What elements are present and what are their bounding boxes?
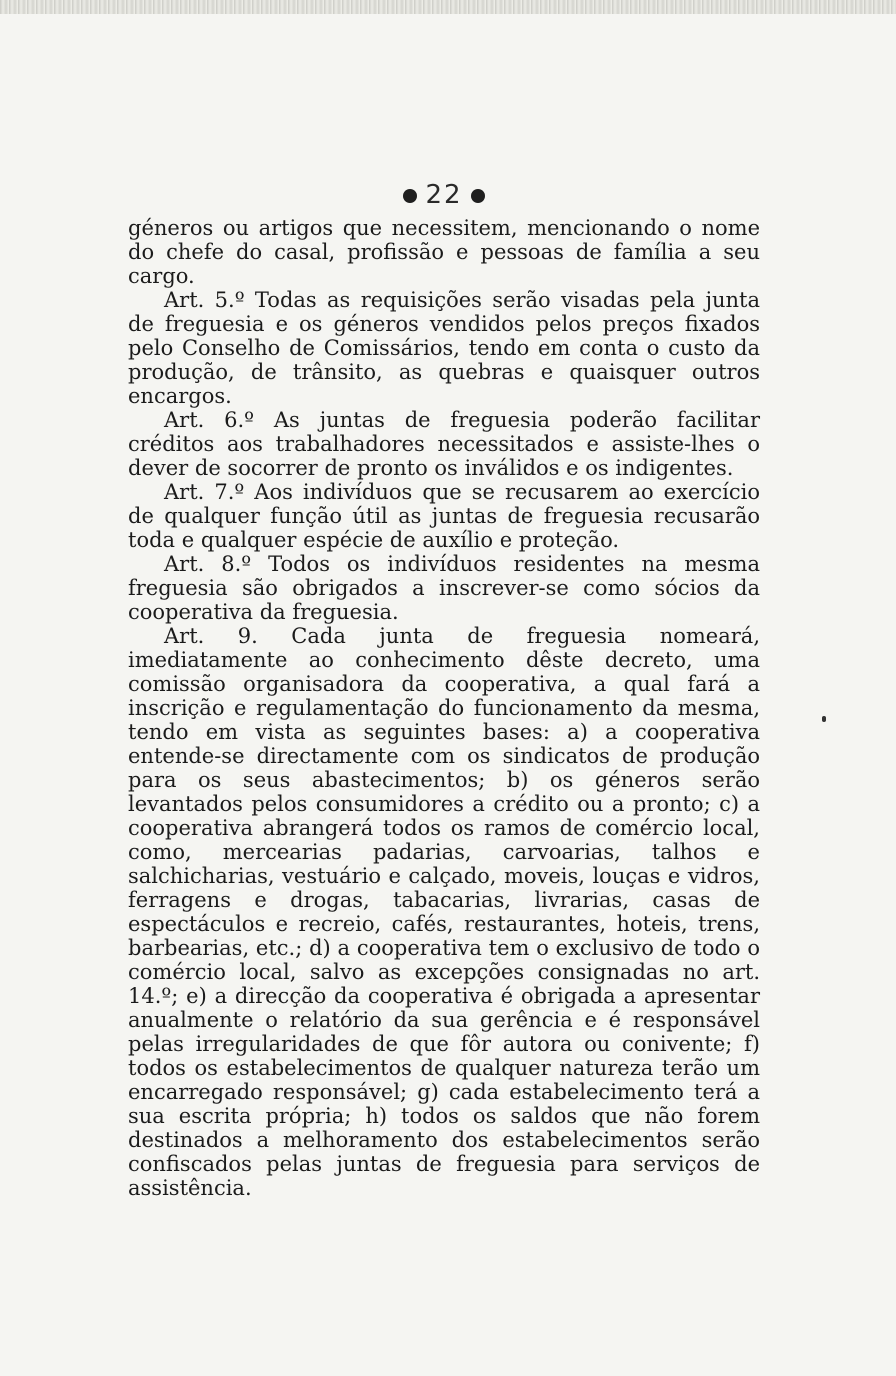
scan-speck: [822, 716, 826, 722]
bullet-right-icon: [471, 189, 485, 203]
paragraph-art-8: Art. 8.º Todos os indivíduos residentes na mesma freguesia são obrigados a inscrever-se como sócios da cooperativa da freguesia.: [128, 552, 760, 624]
paragraph-art-5: Art. 5.º Todas as requisições serão visadas pela junta de freguesia e os géneros vendidos pelos preços fixados pelo Conselho de Comissários, tendo em conta o custo da produção, de trânsito, as quebras e quaisquer outros encargos.: [128, 288, 760, 408]
paragraph-art-7: Art. 7.º Aos indivíduos que se recusarem ao exercício de qualquer função útil as juntas de freguesia recusarão toda e qualquer espécie de auxílio e proteção.: [128, 480, 760, 552]
paragraph-continuation: géneros ou artigos que necessitem, mencionando o nome do chefe do casal, profissão e pessoas de família a seu cargo.: [128, 216, 760, 288]
paragraph-art-9: Art. 9. Cada junta de freguesia nomeará, imediatamente ao conhecimento dêste decreto, uma comissão organisadora da cooperativa, a qual fará a inscrição e regulamentação do funcionamento da mesma, tendo em vista as seguintes bases: a) a cooperativa entende-se directamente com os sindicatos de produção para os seus abastecimentos; b) os géneros serão levantados pelos consumidores a crédito ou a pronto; c) a cooperativa abrangerá todos os ramos de comércio local, como, mercearias padarias, carvoarias, talhos e salchicharias, vestuário e calçado, moveis, louças e vidros, ferragens e drogas, tabacarias, livrarias, casas de espectáculos e recreio, cafés, restaurantes, hoteis, trens, barbearias, etc.; d) a cooperativa tem o exclusivo de todo o comércio local, salvo as excepções consignadas no art. 14.º; e) a direcção da cooperativa é obrigada a apresentar anualmente o relatório da sua gerência e é responsável pelas irregularidades de que fôr autora ou conivente; f) todos os estabelecimentos de qualquer natureza terão um encarregado responsável; g) cada estabelecimento terá a sua escrita própria; h) todos os saldos que não forem destinados a melhoramento dos estabelecimentos serão confiscados pelas juntas de freguesia para serviços de assistência.: [128, 624, 760, 1200]
scan-top-edge: [0, 0, 896, 14]
paragraph-art-6: Art. 6.º As juntas de freguesia poderão facilitar créditos aos trabalhadores necessitados e assiste-lhes o dever de socorrer de pronto os inválidos e os indigentes.: [128, 408, 760, 480]
bullet-left-icon: [403, 189, 417, 203]
document-page: [128, 180, 760, 1200]
page-number-header: [128, 180, 760, 210]
page-number: 22: [425, 180, 463, 210]
